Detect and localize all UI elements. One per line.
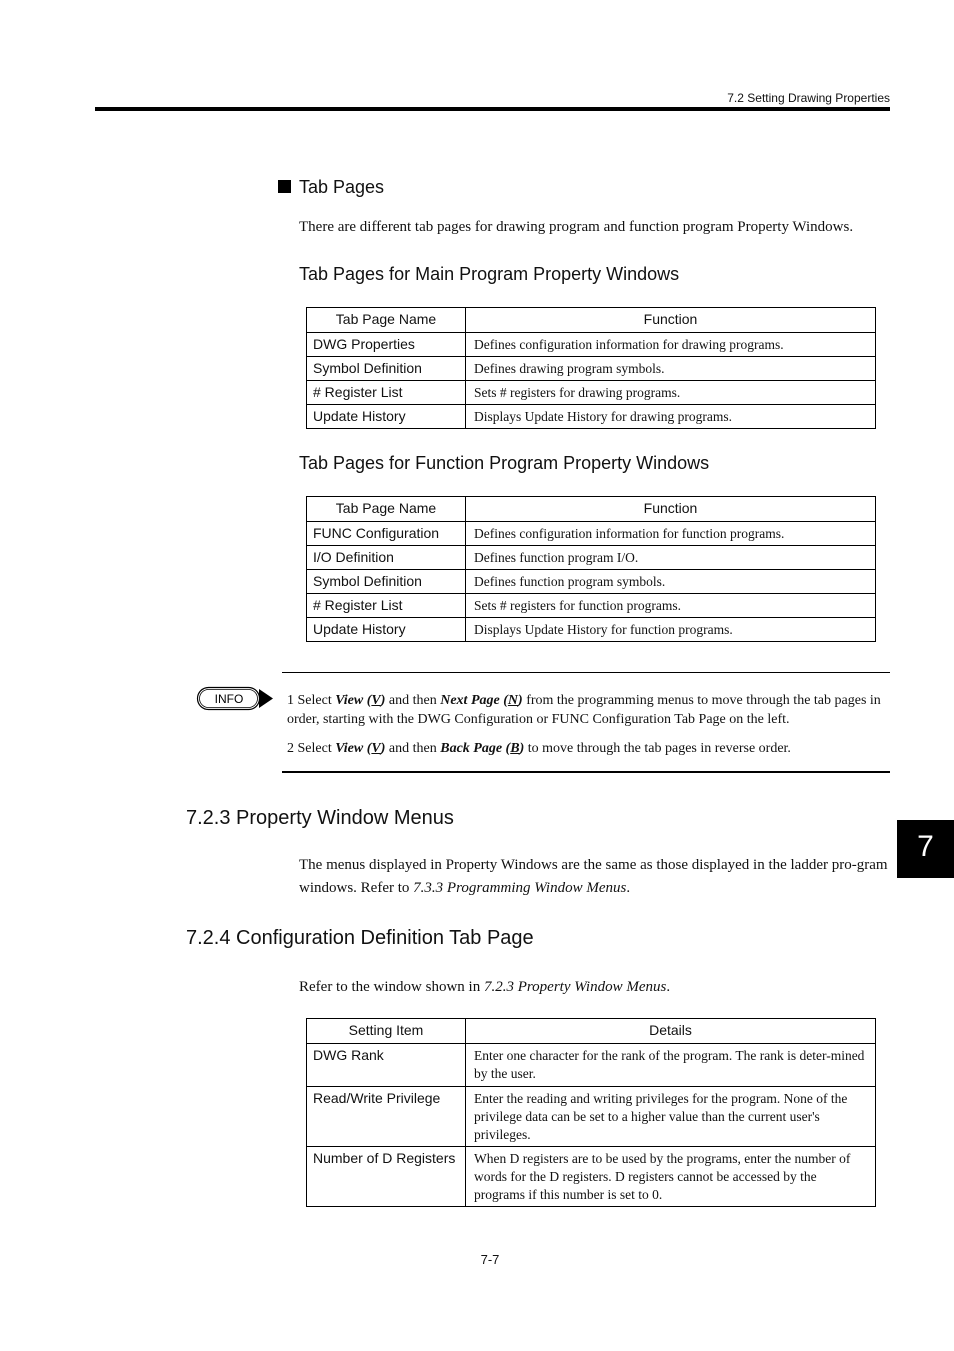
menu-name-end: ) <box>380 693 386 708</box>
chapter-tab: 7 <box>897 820 954 878</box>
info-text: Select <box>297 741 336 756</box>
function-desc: Defines configuration information for drawing programs. <box>466 333 876 357</box>
column-header: Function <box>466 497 876 522</box>
table-row <box>307 594 876 618</box>
tab-page-name: I/O Definition <box>307 546 466 570</box>
function-program-subheading: Tab Pages for Function Program Property Windows <box>299 453 710 473</box>
function-desc: Defines function program symbols. <box>466 570 876 594</box>
setting-details: Enter one character for the rank of the program. The rank is deter-mined by the user. <box>466 1044 876 1087</box>
setting-details: When D registers are to be used by the programs, enter the number of words for the D registers. D registers cannot be accessed by the programs if this number is set to 0. <box>466 1147 876 1207</box>
paragraph-text: The menus displayed in Property Windows are the same as those displayed in the ladder pro-gram windows. Refer to <box>299 857 888 896</box>
info-text: from the programming menus to move through the tab pages in order, starting with the DWG Configuration or FUNC Configuration Tab Page on the left. <box>287 693 881 727</box>
configuration-intro-paragraph <box>299 976 891 999</box>
section-heading-7-2-4: 7.2.4 Configuration Definition Tab Page <box>186 927 534 949</box>
function-desc: Displays Update History for drawing programs. <box>466 405 876 429</box>
setting-item: Read/Write Privilege <box>307 1087 466 1147</box>
info-text: to move through the tab pages in reverse order. <box>524 741 791 756</box>
cross-reference: 7.3.3 Programming Window Menus <box>413 880 627 896</box>
menu-name-end: ) <box>380 741 386 756</box>
info-text: and then <box>385 693 441 708</box>
function-desc: Sets # registers for drawing programs. <box>466 381 876 405</box>
tab-page-name: Update History <box>307 618 466 642</box>
tab-page-name: Symbol Definition <box>307 570 466 594</box>
cross-reference: 7.2.3 Property Window Menus <box>483 979 667 995</box>
paragraph-end: . <box>626 880 631 896</box>
column-header: Details <box>466 1019 876 1044</box>
info-item-number: 2 <box>287 741 294 756</box>
square-bullet-icon <box>278 180 291 193</box>
info-icon <box>196 685 276 713</box>
table-row <box>307 618 876 642</box>
table-row <box>307 381 876 405</box>
menu-shortcut: B <box>510 741 520 756</box>
setting-details: Enter the reading and writing privileges for the program. None of the privilege data can be set to a higher value than the current user's privileges. <box>466 1087 876 1147</box>
menu-name: Next Page ( <box>440 693 508 708</box>
tab-pages-heading-text: Tab Pages <box>299 177 385 197</box>
running-head: 7.2 Setting Drawing Properties <box>727 91 890 105</box>
table-row <box>307 570 876 594</box>
section-heading-7-2-3: 7.2.3 Property Window Menus <box>186 807 454 829</box>
function-program-tab-table <box>306 496 876 642</box>
column-header: Tab Page Name <box>307 497 466 522</box>
column-header: Tab Page Name <box>307 308 466 333</box>
page-number: 7-7 <box>480 1252 500 1267</box>
table-row <box>307 1147 876 1207</box>
function-desc: Defines configuration information for function programs. <box>466 522 876 546</box>
column-header: Setting Item <box>307 1019 466 1044</box>
menu-name: Back Page ( <box>440 741 511 756</box>
table-row <box>307 1044 876 1087</box>
tab-pages-intro: There are different tab pages for drawing program and function program Property Windows. <box>299 219 854 235</box>
info-badge-label: INFO <box>214 692 244 706</box>
tab-page-name: FUNC Configuration <box>307 522 466 546</box>
info-top-rule <box>282 672 890 673</box>
table-row <box>307 405 876 429</box>
menu-name: View ( <box>335 693 372 708</box>
menu-name: View ( <box>335 741 372 756</box>
function-desc: Defines function program I/O. <box>466 546 876 570</box>
menu-name-end: ) <box>519 741 525 756</box>
table-row <box>307 357 876 381</box>
paragraph-end: . <box>666 979 671 995</box>
menu-shortcut: V <box>371 741 381 756</box>
main-program-subheading: Tab Pages for Main Program Property Windows <box>299 264 680 284</box>
info-bottom-rule <box>282 771 890 773</box>
tab-page-name: Update History <box>307 405 466 429</box>
main-program-tab-table <box>306 307 876 429</box>
info-text: Select <box>297 693 336 708</box>
tab-pages-heading <box>278 177 384 198</box>
tab-page-name: Symbol Definition <box>307 357 466 381</box>
table-row <box>307 546 876 570</box>
tab-page-name: # Register List <box>307 381 466 405</box>
table-row <box>307 1087 876 1147</box>
property-window-menus-paragraph <box>299 854 891 900</box>
paragraph-text: Refer to the window shown in <box>299 979 484 995</box>
table-row <box>307 333 876 357</box>
table-row <box>307 522 876 546</box>
header-rule <box>95 107 890 111</box>
function-desc: Defines drawing program symbols. <box>466 357 876 381</box>
function-desc: Sets # registers for function programs. <box>466 594 876 618</box>
column-header: Function <box>466 308 876 333</box>
tab-page-name: # Register List <box>307 594 466 618</box>
menu-shortcut: N <box>507 693 519 708</box>
menu-shortcut: V <box>371 693 381 708</box>
configuration-settings-table <box>306 1018 876 1207</box>
menu-name-end: ) <box>518 693 523 708</box>
info-item-number: 1 <box>287 693 294 708</box>
info-text: and then <box>385 741 441 756</box>
setting-item: Number of D Registers <box>307 1147 466 1207</box>
info-item-2 <box>287 739 890 758</box>
info-item-1 <box>287 691 890 729</box>
setting-item: DWG Rank <box>307 1044 466 1087</box>
tab-page-name: DWG Properties <box>307 333 466 357</box>
function-desc: Displays Update History for function programs. <box>466 618 876 642</box>
